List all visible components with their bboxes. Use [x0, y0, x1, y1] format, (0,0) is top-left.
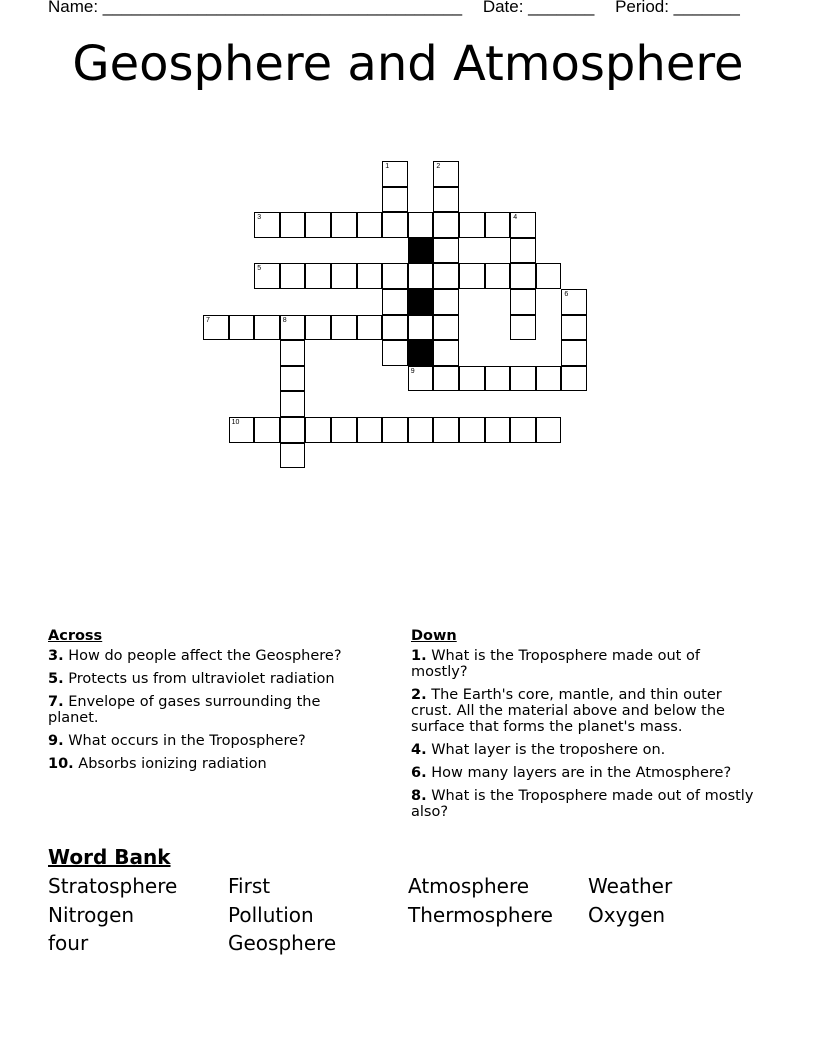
crossword-cell[interactable] [510, 315, 536, 341]
word-bank-item: Atmosphere [408, 874, 530, 898]
clue-number: 1 [385, 163, 390, 170]
crossword-cell[interactable] [382, 340, 408, 366]
across-heading: Across [48, 628, 103, 644]
crossword-cell[interactable] [357, 263, 383, 289]
crossword-cell[interactable] [485, 417, 511, 443]
crossword-cell[interactable] [382, 417, 408, 443]
crossword-cell[interactable] [382, 161, 408, 187]
crossword-cell[interactable] [408, 315, 434, 341]
crossword-block [408, 289, 434, 315]
crossword-cell[interactable] [510, 417, 536, 443]
crossword-cell[interactable] [357, 417, 383, 443]
clue-down-1: 1. What is the Troposphere made out of mostly? [411, 648, 700, 680]
crossword-cell[interactable] [357, 315, 383, 341]
clue-down-6: 6. How many layers are in the Atmosphere? [411, 765, 732, 781]
crossword-cell[interactable] [331, 417, 357, 443]
clue-number: 8 [282, 316, 287, 324]
crossword-cell[interactable] [561, 289, 587, 315]
header-line [48, 0, 768, 17]
across-clues [48, 628, 368, 779]
crossword-cell[interactable] [433, 315, 459, 341]
crossword-cell[interactable] [485, 263, 511, 289]
crossword-cell[interactable] [331, 315, 357, 341]
crossword-cell[interactable] [280, 315, 306, 341]
crossword-cell[interactable] [459, 212, 485, 238]
crossword-cell[interactable] [382, 315, 408, 341]
crossword-cell[interactable] [305, 315, 331, 341]
word-bank-item: Weather [588, 874, 673, 898]
crossword-cell[interactable] [433, 212, 459, 238]
crossword-cell[interactable] [408, 366, 434, 392]
clue-down-4: 4. What layer is the troposhere on. [411, 742, 666, 758]
crossword-cell[interactable] [254, 212, 280, 238]
crossword-cell[interactable] [280, 417, 306, 443]
clue-down-2: 2. The Earth's core, mantle, and thin outer crust. All the material above and below the surface that forms the planet's mass. [411, 687, 725, 735]
crossword-cell[interactable] [510, 263, 536, 289]
crossword-cell[interactable] [331, 263, 357, 289]
crossword-cell[interactable] [254, 263, 280, 289]
down-heading: Down [411, 628, 457, 644]
crossword-cell[interactable] [254, 315, 280, 341]
crossword-cell[interactable] [408, 417, 434, 443]
period-field[interactable]: Period: _______ [615, 0, 740, 16]
crossword-cell[interactable] [280, 391, 306, 417]
clue-across-3: 3. How do people affect the Geosphere? [48, 648, 342, 664]
crossword-block [408, 340, 434, 366]
crossword-block [408, 238, 434, 264]
crossword-cell[interactable] [280, 263, 306, 289]
clue-number: 3 [257, 214, 262, 222]
clue-across-5: 5. Protects us from ultraviolet radiation [48, 671, 335, 687]
clue-number: 10 [231, 419, 240, 426]
word-bank-item: Geosphere [228, 931, 337, 955]
crossword-cell[interactable] [305, 263, 331, 289]
crossword-cell[interactable] [203, 315, 229, 341]
crossword-cell[interactable] [433, 161, 459, 187]
crossword-cell[interactable] [305, 417, 331, 443]
crossword-cell[interactable] [433, 238, 459, 264]
crossword-cell[interactable] [382, 212, 408, 238]
crossword-cell[interactable] [459, 263, 485, 289]
clue-number: 5 [257, 265, 262, 273]
crossword-cell[interactable] [357, 212, 383, 238]
word-bank-heading: Word Bank [48, 845, 171, 869]
clue-down-8: 8. What is the Troposphere made out of mostly also? [411, 788, 754, 820]
clue-number: 7 [206, 316, 210, 324]
crossword-cell[interactable] [433, 366, 459, 392]
word-bank-item: Pollution [228, 902, 314, 927]
crossword-cell[interactable] [536, 366, 562, 392]
crossword-cell[interactable] [433, 340, 459, 366]
crossword-cell[interactable] [280, 443, 306, 469]
page-title: Geosphere and Atmosphere [72, 36, 744, 92]
crossword-cell[interactable] [485, 212, 511, 238]
crossword-cell[interactable] [331, 212, 357, 238]
clue-across-10: 10. Absorbs ionizing radiation [48, 756, 267, 772]
crossword-cell[interactable] [510, 366, 536, 392]
word-bank-item: four [48, 931, 89, 955]
crossword-cell[interactable] [510, 212, 536, 238]
word-bank [48, 872, 768, 958]
crossword-cell[interactable] [561, 340, 587, 366]
crossword-cell[interactable] [254, 417, 280, 443]
crossword-cell[interactable] [510, 238, 536, 264]
down-clues [411, 628, 756, 827]
crossword-cell[interactable] [561, 366, 587, 392]
clue-number: 2 [436, 163, 441, 170]
crossword-cell[interactable] [382, 263, 408, 289]
crossword-cell[interactable] [536, 417, 562, 443]
word-bank-item: Oxygen [588, 902, 666, 927]
crossword-cell[interactable] [536, 263, 562, 289]
word-bank-item: Nitrogen [48, 902, 135, 927]
clue-number: 4 [513, 214, 518, 222]
crossword-cell[interactable] [459, 417, 485, 443]
crossword-cell[interactable] [280, 212, 306, 238]
crossword-cell[interactable] [382, 187, 408, 213]
crossword-cell[interactable] [382, 289, 408, 315]
crossword-cell[interactable] [408, 263, 434, 289]
crossword-cell[interactable] [561, 315, 587, 341]
crossword-cell[interactable] [408, 212, 434, 238]
crossword-cell[interactable] [433, 263, 459, 289]
clue-number: 9 [410, 367, 415, 375]
crossword-cell[interactable] [433, 187, 459, 213]
crossword-cell[interactable] [433, 417, 459, 443]
crossword-cell[interactable] [229, 315, 255, 341]
crossword-cell[interactable] [229, 417, 255, 443]
name-field[interactable]: Name: ______________________________________ [48, 0, 463, 16]
clue-number: 6 [564, 291, 569, 298]
crossword-cell[interactable] [305, 212, 331, 238]
crossword-cell[interactable] [459, 366, 485, 392]
crossword-cell[interactable] [485, 366, 511, 392]
crossword-cell[interactable] [280, 366, 306, 392]
crossword-cell[interactable] [280, 340, 306, 366]
crossword-cell[interactable] [433, 289, 459, 315]
clue-across-7: 7. Envelope of gases surrounding the planet. [48, 694, 321, 726]
word-bank-item: First [228, 874, 271, 898]
clue-across-9: 9. What occurs in the Troposphere? [48, 733, 306, 749]
word-bank-item: Thermosphere [408, 902, 553, 927]
crossword-cell[interactable] [510, 289, 536, 315]
word-bank-item: Stratosphere [48, 874, 178, 898]
date-field[interactable]: Date: _______ [482, 0, 595, 16]
